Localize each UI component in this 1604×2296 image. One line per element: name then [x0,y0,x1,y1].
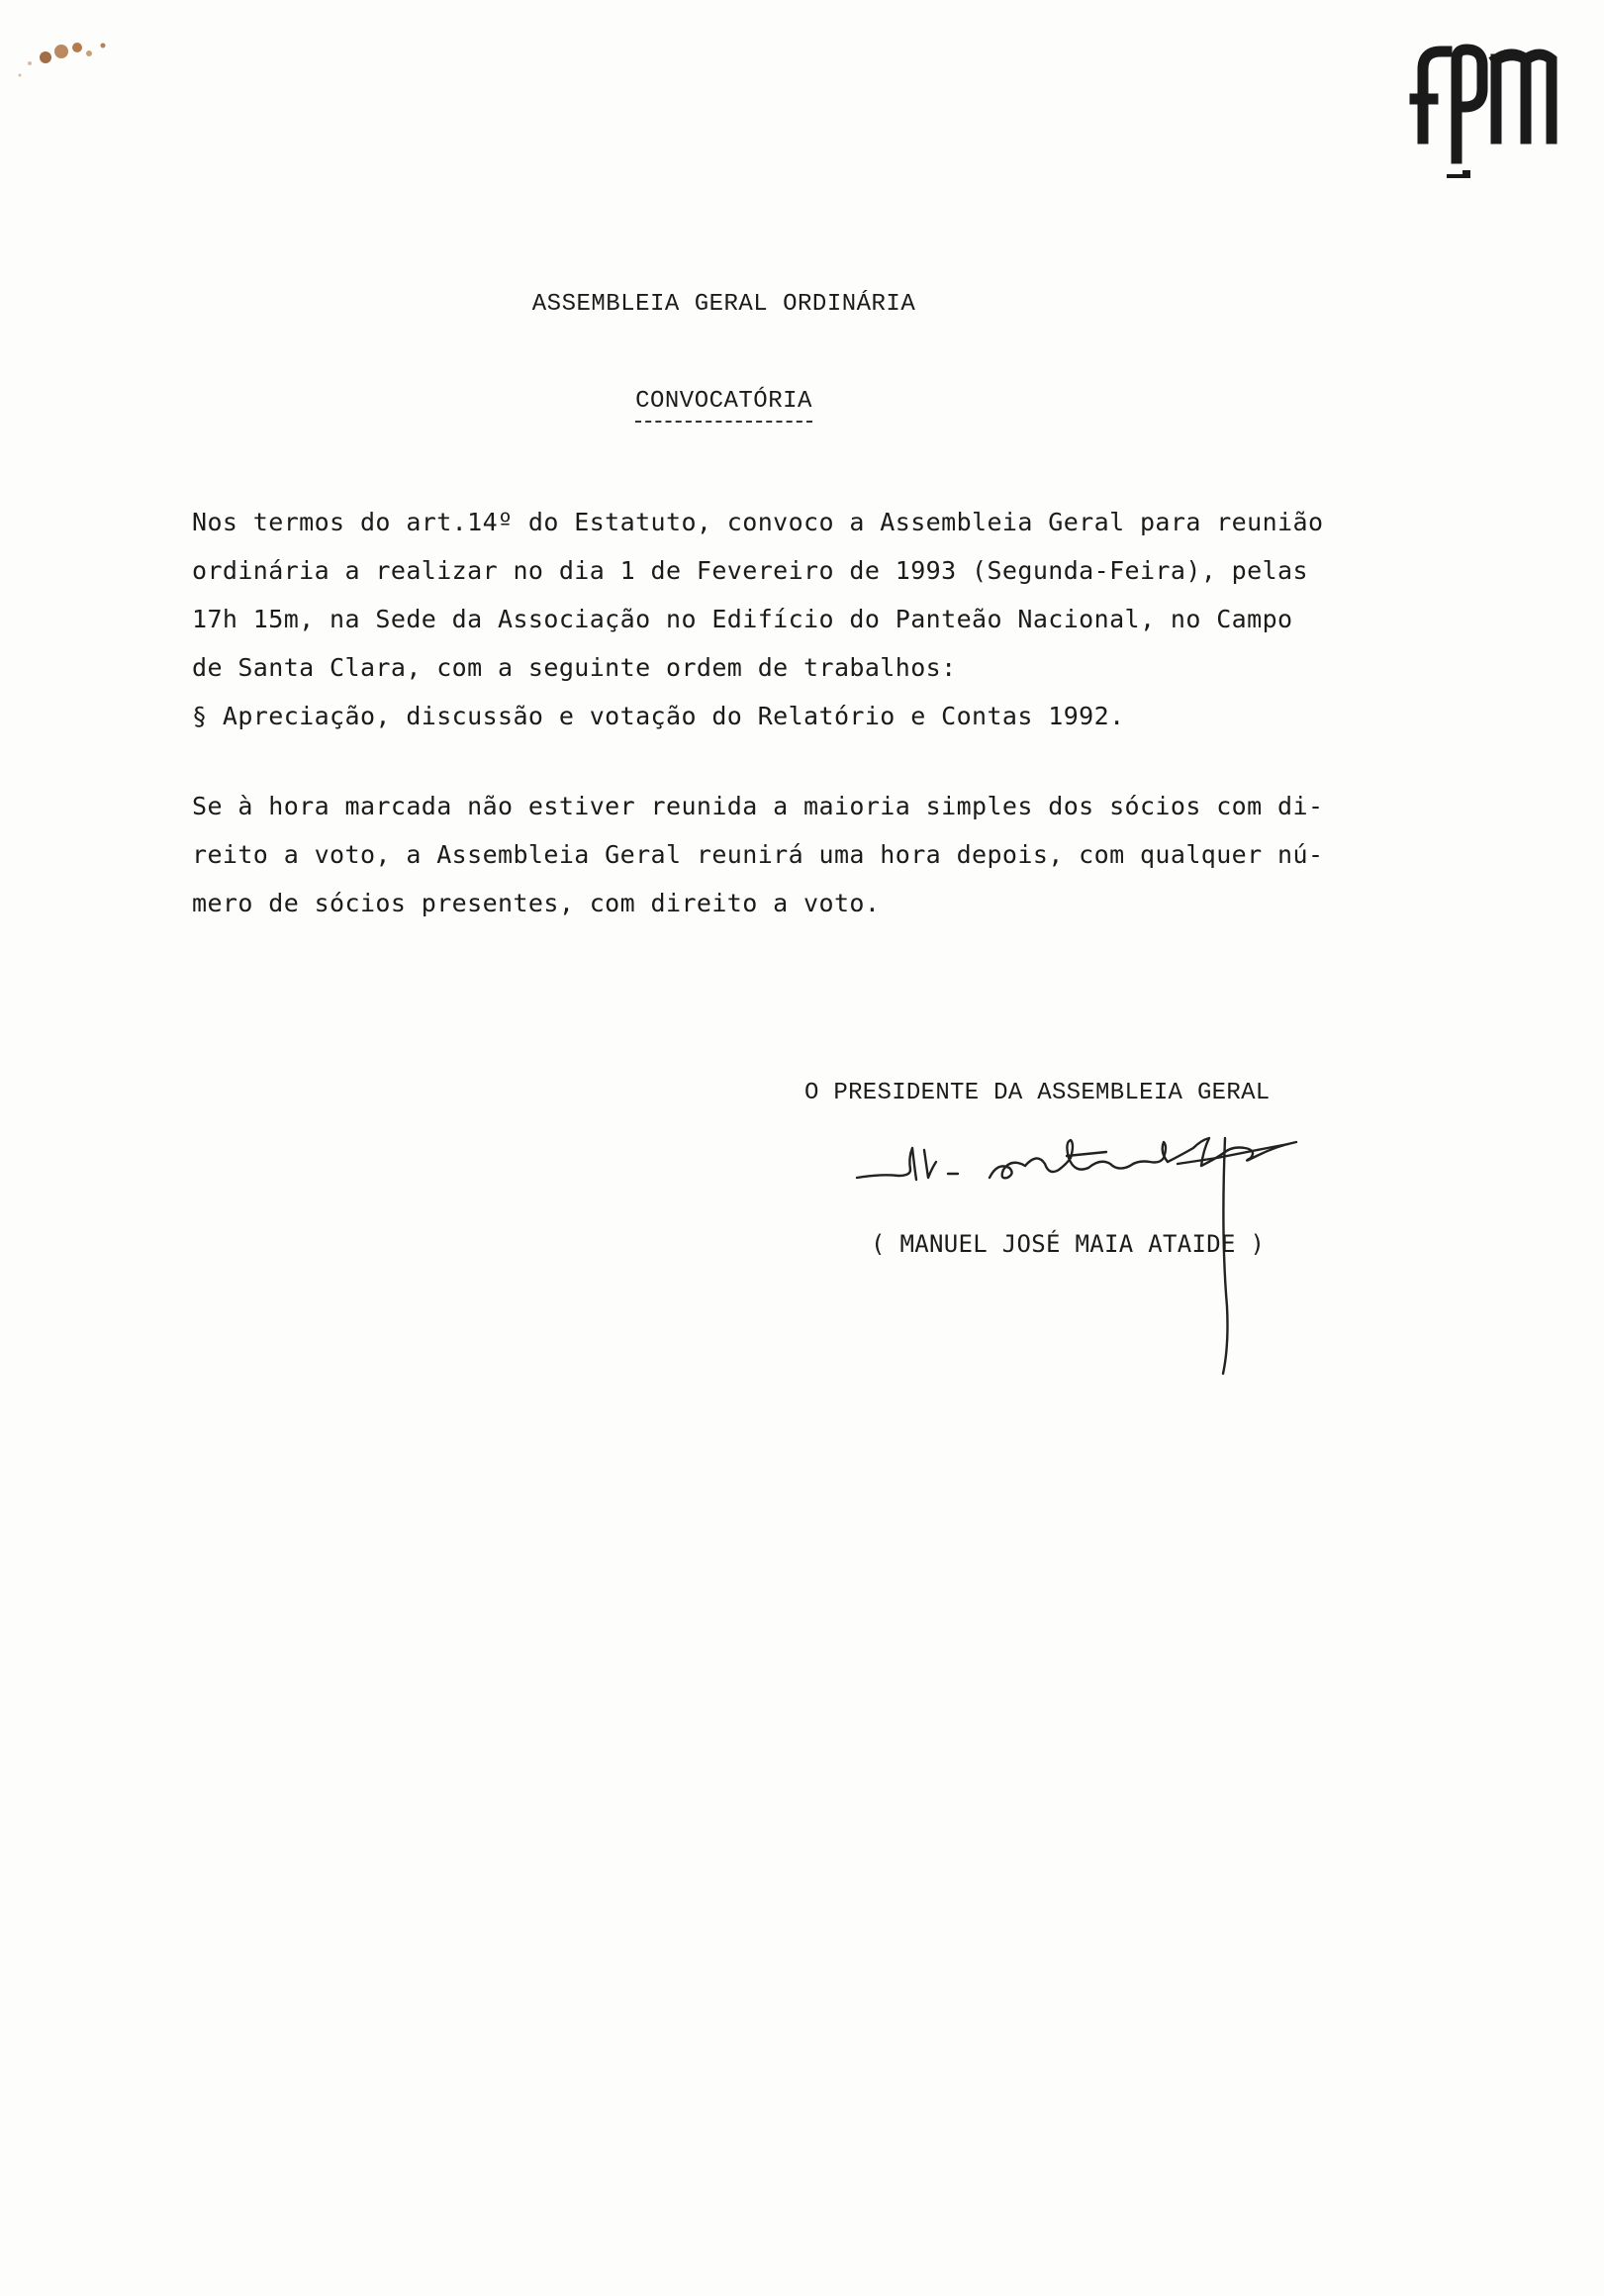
paragraph-convocation [192,498,1419,740]
signatory-title: O PRESIDENTE DA ASSEMBLEIA GERAL [804,1080,1271,1106]
signatory-name: ( MANUEL JOSÉ MAIA ATAIDE ) [871,1230,1266,1258]
ink-stains [8,30,166,89]
paragraph-line: Se à hora marcada não estiver reunida a maioria simples dos sócios com di- [192,792,1324,820]
paragraph-line: reito a voto, a Assembleia Geral reunirá uma hora depois, com qualquer nú- [192,840,1324,869]
document-title: ASSEMBLEIA GERAL ORDINÁRIA [531,291,916,318]
paragraph-quorum [192,782,1419,927]
document-subtitle [0,388,1448,423]
subtitle-text: CONVOCATÓRIA [635,388,812,423]
paragraph-line: ordinária a realizar no dia 1 de Fevereiro de 1993 (Segunda-Feira), pelas [192,556,1308,585]
apm-logo-icon [1403,30,1561,178]
paragraph-line: 17h 15m, na Sede da Associação no Edifício do Panteão Nacional, no Campo [192,605,1293,633]
paragraph-line: mero de sócios presentes, com direito a voto. [192,889,881,917]
agenda-item: § Apreciação, discussão e votação do Relatório e Contas 1992. [192,702,1125,730]
paragraph-line: Nos termos do art.14º do Estatuto, convoco a Assembleia Geral para reunião [192,508,1324,536]
paragraph-line: de Santa Clara, com a seguinte ordem de trabalhos: [192,653,957,682]
